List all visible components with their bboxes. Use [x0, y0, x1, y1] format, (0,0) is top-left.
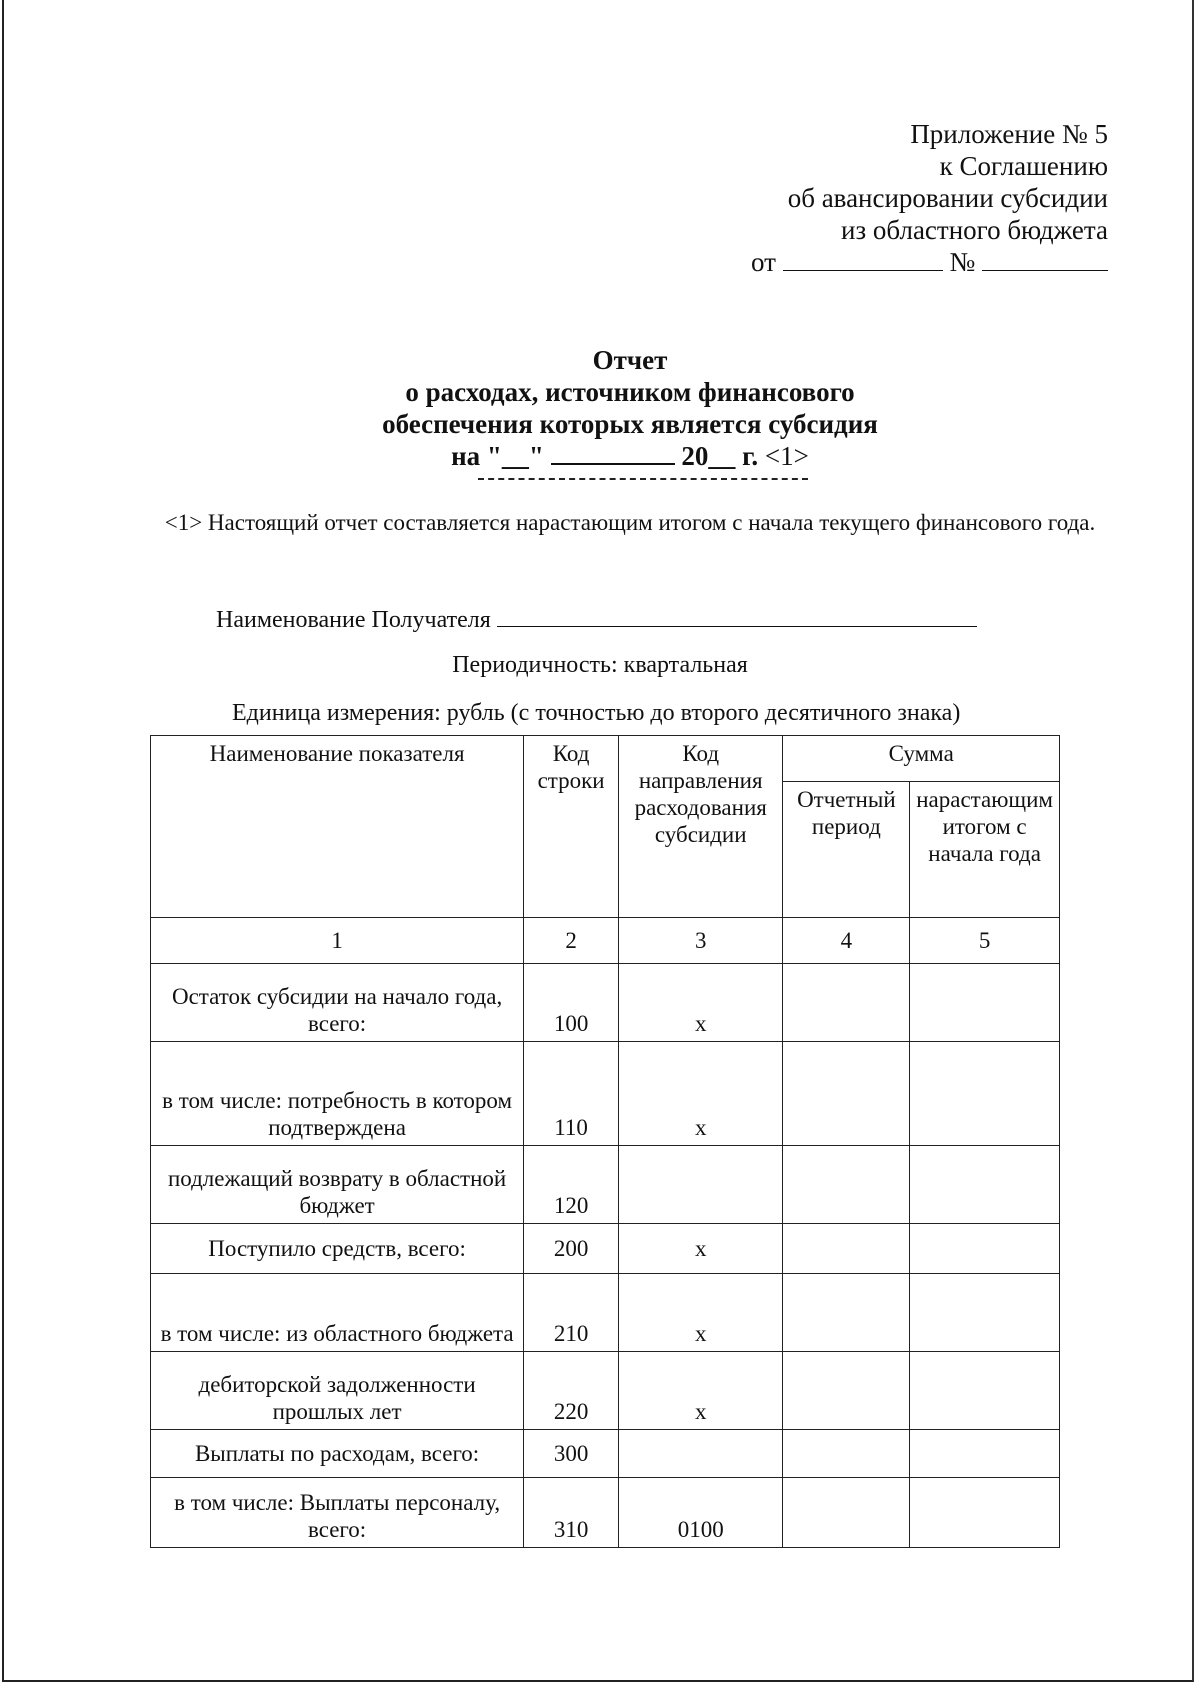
appendix-subsidy: об авансировании субсидии [787, 183, 1108, 213]
row-direction: x [618, 1352, 782, 1430]
row-name: дебиторской задолженности прошлых лет [151, 1352, 524, 1430]
row-direction [618, 1146, 782, 1224]
cell-cumulative[interactable] [910, 1042, 1060, 1146]
cell-cumulative[interactable] [910, 964, 1060, 1042]
footnote-separator [478, 478, 808, 480]
row-direction: x [618, 964, 782, 1042]
row-code: 200 [524, 1224, 619, 1274]
row-name: Выплаты по расходам, всего: [151, 1430, 524, 1478]
measurement-units: Единица измерения: рубль (с точностью до второго десятичного знака) [232, 700, 961, 726]
table-row [151, 1430, 1060, 1478]
row-direction: x [618, 1274, 782, 1352]
row-code: 120 [524, 1146, 619, 1224]
col-num-3: 3 [618, 918, 782, 964]
table-row [151, 1274, 1060, 1352]
recipient-blank[interactable] [497, 604, 977, 627]
header-cumulative: нарастающим итогом с начала года [910, 782, 1060, 918]
row-name: в том числе: потребность в котором подтверждена [151, 1042, 524, 1146]
periodicity: Периодичность: квартальная [452, 652, 748, 678]
header-direction-code: Код направления расходования субсидии [618, 736, 782, 918]
row-direction: x [618, 1042, 782, 1146]
cell-cumulative[interactable] [910, 1224, 1060, 1274]
table-row [151, 964, 1060, 1042]
header-sum: Сумма [783, 736, 1060, 782]
footnote-text: <1> Настоящий отчет составляется нарастающим итогом с начала текущего финансового года. [164, 510, 1096, 535]
table-row [151, 1352, 1060, 1430]
recipient-line [216, 604, 977, 635]
header-line-code: Код строки [524, 736, 619, 918]
cell-period[interactable] [783, 1042, 910, 1146]
cell-cumulative[interactable] [910, 1274, 1060, 1352]
date-year: 20__ г. [681, 441, 759, 471]
cell-period[interactable] [783, 964, 910, 1042]
report-table [150, 735, 1060, 1548]
title-line-1: Отчет [592, 345, 668, 375]
appendix-header [751, 118, 1108, 278]
column-number-row [151, 918, 1060, 964]
cell-period[interactable] [783, 1430, 910, 1478]
cell-period[interactable] [783, 1224, 910, 1274]
cell-period[interactable] [783, 1274, 910, 1352]
table-row [151, 1478, 1060, 1548]
appendix-number: Приложение № 5 [910, 119, 1108, 149]
month-blank[interactable] [551, 441, 675, 465]
row-direction: x [618, 1224, 782, 1274]
row-code: 100 [524, 964, 619, 1042]
row-code: 300 [524, 1430, 619, 1478]
cell-cumulative[interactable] [910, 1352, 1060, 1430]
col-num-2: 2 [524, 918, 619, 964]
report-title [0, 344, 1200, 472]
table-row [151, 1224, 1060, 1274]
from-label: от [751, 247, 776, 277]
row-name: Остаток субсидии на начало года, всего: [151, 964, 524, 1042]
number-blank[interactable] [982, 246, 1108, 271]
title-line-3: обеспечения которых является субсидия [382, 409, 878, 439]
row-name: Поступило средств, всего: [151, 1224, 524, 1274]
row-code: 310 [524, 1478, 619, 1548]
header-name: Наименование показателя [151, 736, 524, 918]
row-name: в том числе: Выплаты персоналу, всего: [151, 1478, 524, 1548]
appendix-agreement: к Соглашению [939, 151, 1108, 181]
header-period: Отчетный период [783, 782, 910, 918]
row-name: в том числе: из областного бюджета [151, 1274, 524, 1352]
cell-period[interactable] [783, 1352, 910, 1430]
row-name: подлежащий возврату в областной бюджет [151, 1146, 524, 1224]
cell-cumulative[interactable] [910, 1478, 1060, 1548]
table-row [151, 1146, 1060, 1224]
date-prefix: на "__" [451, 441, 544, 471]
col-num-5: 5 [910, 918, 1060, 964]
cell-period[interactable] [783, 1478, 910, 1548]
row-code: 210 [524, 1274, 619, 1352]
date-blank[interactable] [783, 246, 943, 271]
appendix-budget: из областного бюджета [841, 215, 1108, 245]
row-code: 220 [524, 1352, 619, 1430]
col-num-4: 4 [783, 918, 910, 964]
footnote-mark: <1> [764, 441, 809, 471]
title-date-line [0, 440, 1200, 472]
number-label: № [949, 247, 976, 277]
cell-period[interactable] [783, 1146, 910, 1224]
col-num-1: 1 [151, 918, 524, 964]
row-code: 110 [524, 1042, 619, 1146]
appendix-date-line [751, 246, 1108, 278]
cell-cumulative[interactable] [910, 1146, 1060, 1224]
table-row [151, 1042, 1060, 1146]
table-header-row [151, 736, 1060, 782]
row-direction: 0100 [618, 1478, 782, 1548]
recipient-label: Наименование Получателя [216, 607, 491, 633]
cell-cumulative[interactable] [910, 1430, 1060, 1478]
row-direction [618, 1430, 782, 1478]
title-line-2: о расходах, источником финансового [405, 377, 855, 407]
